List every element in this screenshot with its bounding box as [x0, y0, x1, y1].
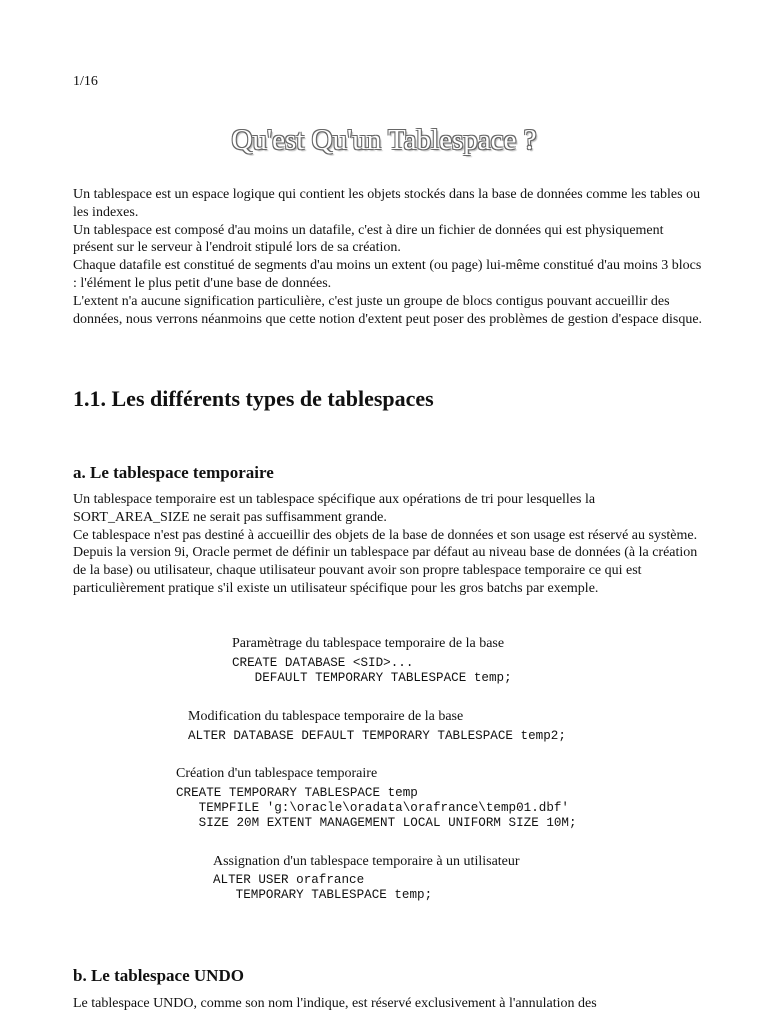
code-block: ALTER DATABASE DEFAULT TEMPORARY TABLESPACE temp2;	[188, 729, 566, 743]
paragraph-line: Le tablespace UNDO, comme son nom l'indique, est réservé exclusivement à l'annulation des	[73, 996, 597, 1011]
intro-line: Un tablespace est composé d'au moins un datafile, c'est à dire un fichier de données qui est physiquement présent sur le serveur à l'endroit stipulé lors de sa création.	[73, 222, 664, 256]
intro-line: Chaque datafile est constitué de segments d'au moins un extent (ou page) lui-même constitué d'au moins 3 blocs : l'élément le plus petit d'une base de données.	[73, 258, 702, 291]
code-block: CREATE DATABASE <SID>... DEFAULT TEMPORARY TABLESPACE temp;	[232, 656, 512, 685]
temporary-tablespace-paragraph	[73, 491, 703, 598]
code-block: ALTER USER orafrance TEMPORARY TABLESPACE temp;	[213, 873, 433, 902]
page-title: Qu'est Qu'un Tablespace ?	[231, 124, 537, 156]
paragraph-line: Un tablespace temporaire est un tablespace spécifique aux opérations de tri pour lesquelles la SORT_AREA_SIZE ne serait pas suffisamment grande.	[73, 492, 596, 525]
example-caption: Création d'un tablespace temporaire	[176, 766, 378, 781]
page-number: 1/16	[73, 74, 98, 89]
undo-paragraph	[73, 995, 703, 1013]
example-caption: Modification du tablespace temporaire de la base	[188, 709, 464, 724]
paragraph-line: Depuis la version 9i, Oracle permet de définir un tablespace par défaut au niveau base de données (à la création de la base) ou utilisateur, chaque utilisateur pouvant avoir son propre tablespace temporaire ce qui est particulièrement pratique s'il existe un utilisateur spécifique pour les gros batchs par exemple.	[73, 545, 698, 596]
intro-line: Un tablespace est un espace logique qui contient les objets stockés dans la base de données comme les tables ou les indexes.	[73, 187, 701, 220]
intro-paragraph	[73, 186, 703, 328]
subsection-heading-undo: b. Le tablespace UNDO	[73, 966, 244, 985]
paragraph-line: Ce tablespace n'est pas destiné à accueillir des objets de la base de données et son usage est réservé au système.	[73, 527, 698, 543]
example-caption: Paramètrage du tablespace temporaire de la base	[232, 636, 505, 651]
section-heading: 1.1. Les différents types de tablespaces	[73, 386, 434, 411]
intro-line: L'extent n'a aucune signification particulière, c'est juste un groupe de blocs contigus pouvant accueillir des données, nous verrons néanmoins que cette notion d'extent peut poser des problèmes de gestion d'espace disque.	[73, 293, 703, 327]
example-caption: Assignation d'un tablespace temporaire à un utilisateur	[213, 854, 520, 869]
subsection-heading-temporary: a. Le tablespace temporaire	[73, 463, 274, 482]
code-block: CREATE TEMPORARY TABLESPACE temp TEMPFILE 'g:\oracle\oradata\orafrance\temp01.dbf' SIZE 20M EXTENT MANAGEMENT LOCAL UNIFORM SIZE 10M;	[176, 786, 577, 830]
